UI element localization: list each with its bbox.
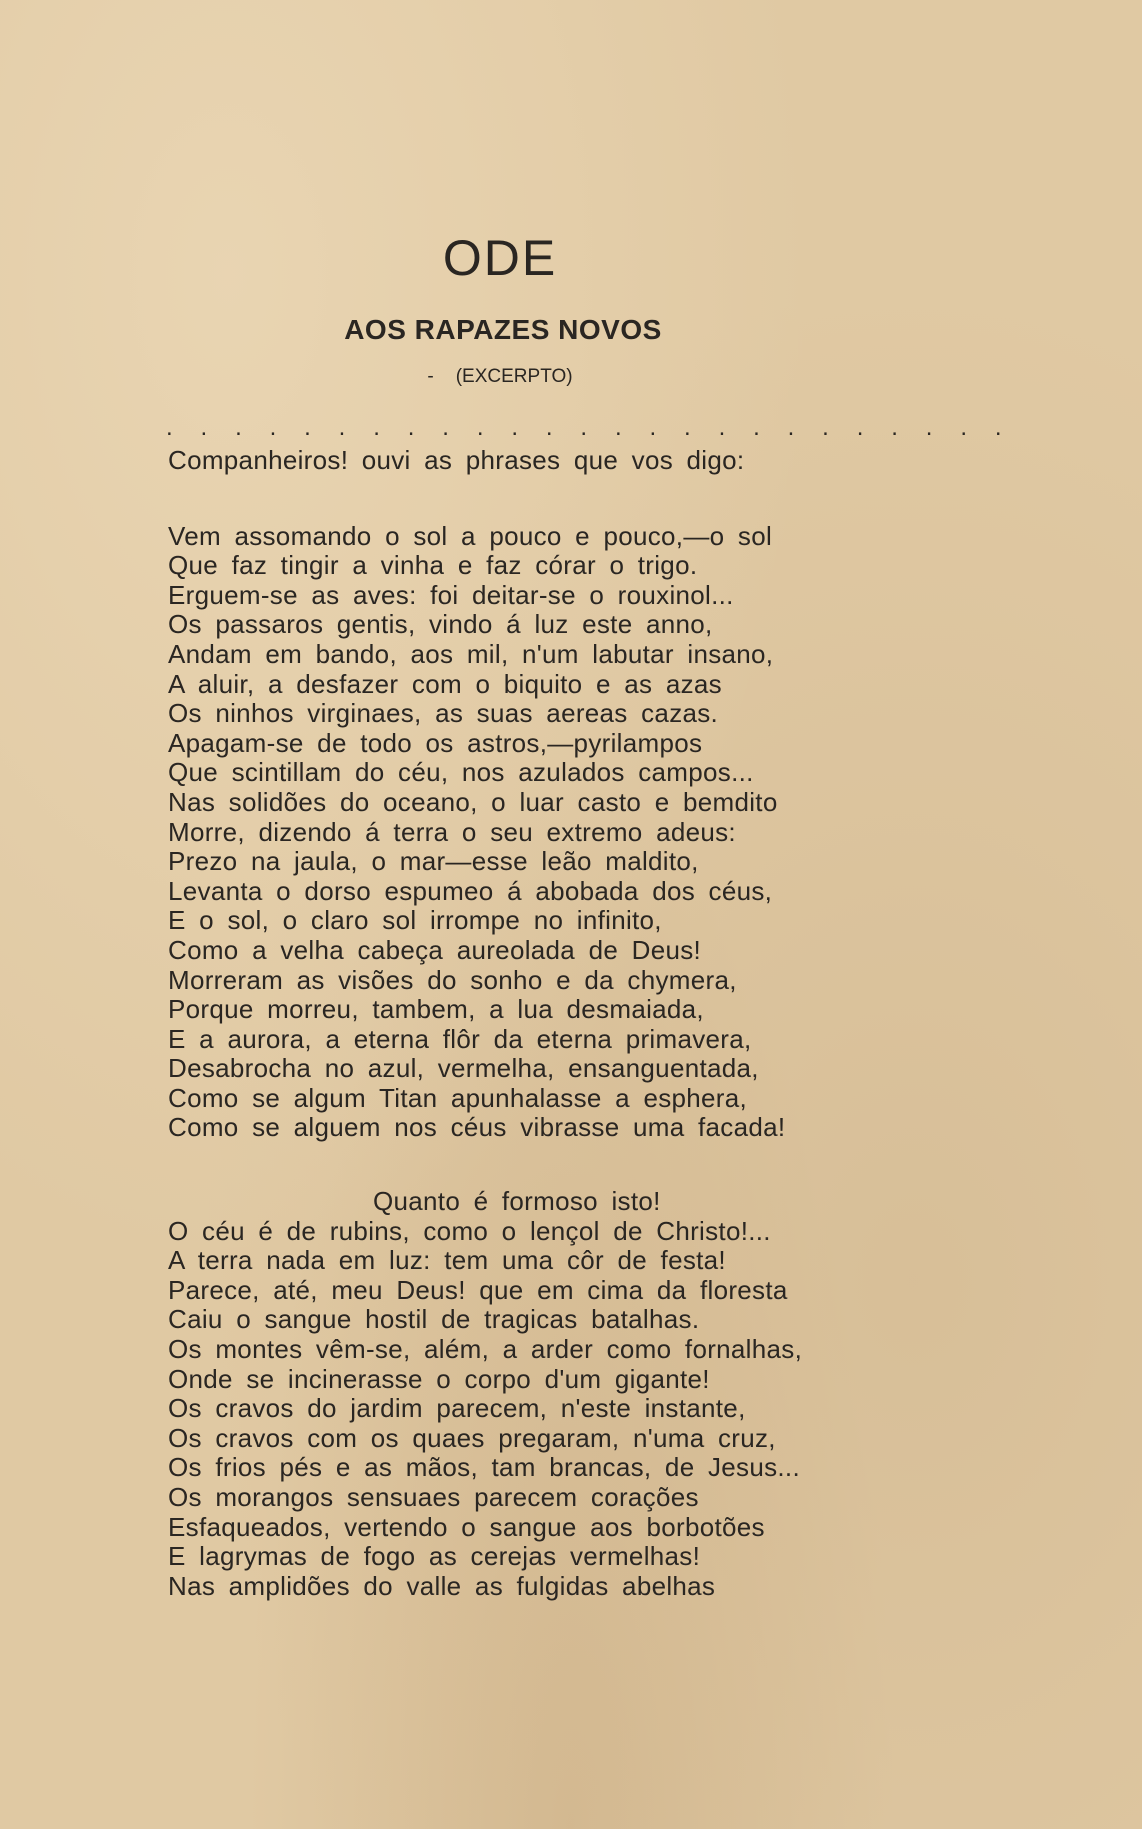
excerpt-note [0,363,1000,391]
verse-line: Parece, até, meu Deus! que em cima da floresta [168,1274,788,1305]
verse-line: Erguem-se as aves: foi deitar-se o rouxinol... [168,579,734,610]
verse-line: O céu é de rubins, como o lençol de Christo!... [168,1215,771,1246]
verse-line: E a aurora, a eterna flôr da eterna primavera, [168,1023,752,1054]
verse-line: Os cravos com os quaes pregaram, n'uma cruz, [168,1422,776,1453]
verse-line: Levanta o dorso espumeo á abobada dos céus, [168,875,773,906]
verse-line: E lagrymas de fogo as cerejas vermelhas! [168,1541,701,1572]
verse-line: Que faz tingir a vinha e faz córar o trigo. [168,550,698,581]
note-dash: - [427,366,434,387]
ellipsis-row: . . . . . . . . . . . . . . . . . . . . . . . . . [166,414,1013,441]
verse-line: Vem assomando o sol a pouco e pouco,—o sol [168,520,773,551]
stanza-1 [168,522,868,1143]
poem-title: ODE [442,230,558,286]
stanza-2 [168,1187,868,1601]
verse-line: Os ninhos virginaes, as suas aereas cazas. [168,698,719,729]
note-text: (EXCERPTO) [455,366,573,387]
verse-line: Morreram as visões do sonho e da chymera, [168,964,737,995]
poem-subtitle: AOS RAPAZES NOVOS [344,314,662,345]
verse-line: Caiu o sangue hostil de tragicas batalhas. [168,1304,700,1335]
verse-line: E o sol, o claro sol irrompe no infinito, [168,905,662,936]
verse-line: Como a velha cabeça aureolada de Deus! [168,934,702,965]
verse-line: Nas solidões do oceano, o luar casto e bemdito [168,786,778,817]
verse-line: Apagam-se de todo os astros,—pyrilampos [168,727,703,758]
verse-line: Morre, dizendo á terra o seu extremo adeus: [168,816,736,847]
verse-line: Os montes vêm-se, além, a arder como fornalhas, [168,1334,803,1365]
verse-line: Porque morreu, tambem, a lua desmaiada, [168,994,704,1025]
verse-line: Como se alguem nos céus vibrasse uma facada! [168,1112,786,1143]
verse-line: Os morangos sensuaes parecem corações [168,1482,699,1512]
verse-line: Que scintillam do céu, nos azulados campos... [168,757,754,788]
verse-line: Prezo na jaula, o mar—esse leão maldito, [168,846,699,877]
verse-line: Os cravos do jardim parecem, n'este instante, [168,1393,746,1424]
verse-line: A terra nada em luz: tem uma côr de festa! [168,1245,726,1276]
verse-line: Nas amplidões do valle as fulgidas abelhas [168,1570,716,1601]
verse-line: Os frios pés e as mãos, tam brancas, de Jesus... [168,1452,800,1483]
verse-line: Desabrocha no azul, vermelha, ensanguentada, [168,1053,759,1084]
opening-line: Companheiros! ouvi as phrases que vos digo: [168,445,745,475]
verse-line: Como se algum Titan apunhalasse a esphera, [168,1082,748,1113]
verse-line: Onde se incinerasse o corpo d'um gigante! [168,1363,710,1394]
verse-line: Esfaqueados, vertendo o sangue aos borbotões [168,1511,765,1542]
verse-line-indented: Quanto é formoso isto! [373,1186,661,1217]
verse-line: Andam em bando, aos mil, n'um labutar insano, [168,638,774,669]
verse-line: Os passaros gentis, vindo á luz este anno, [168,609,713,640]
poem-body [168,446,868,1601]
verse-line: A aluir, a desfazer com o biquito e as azas [168,668,722,699]
